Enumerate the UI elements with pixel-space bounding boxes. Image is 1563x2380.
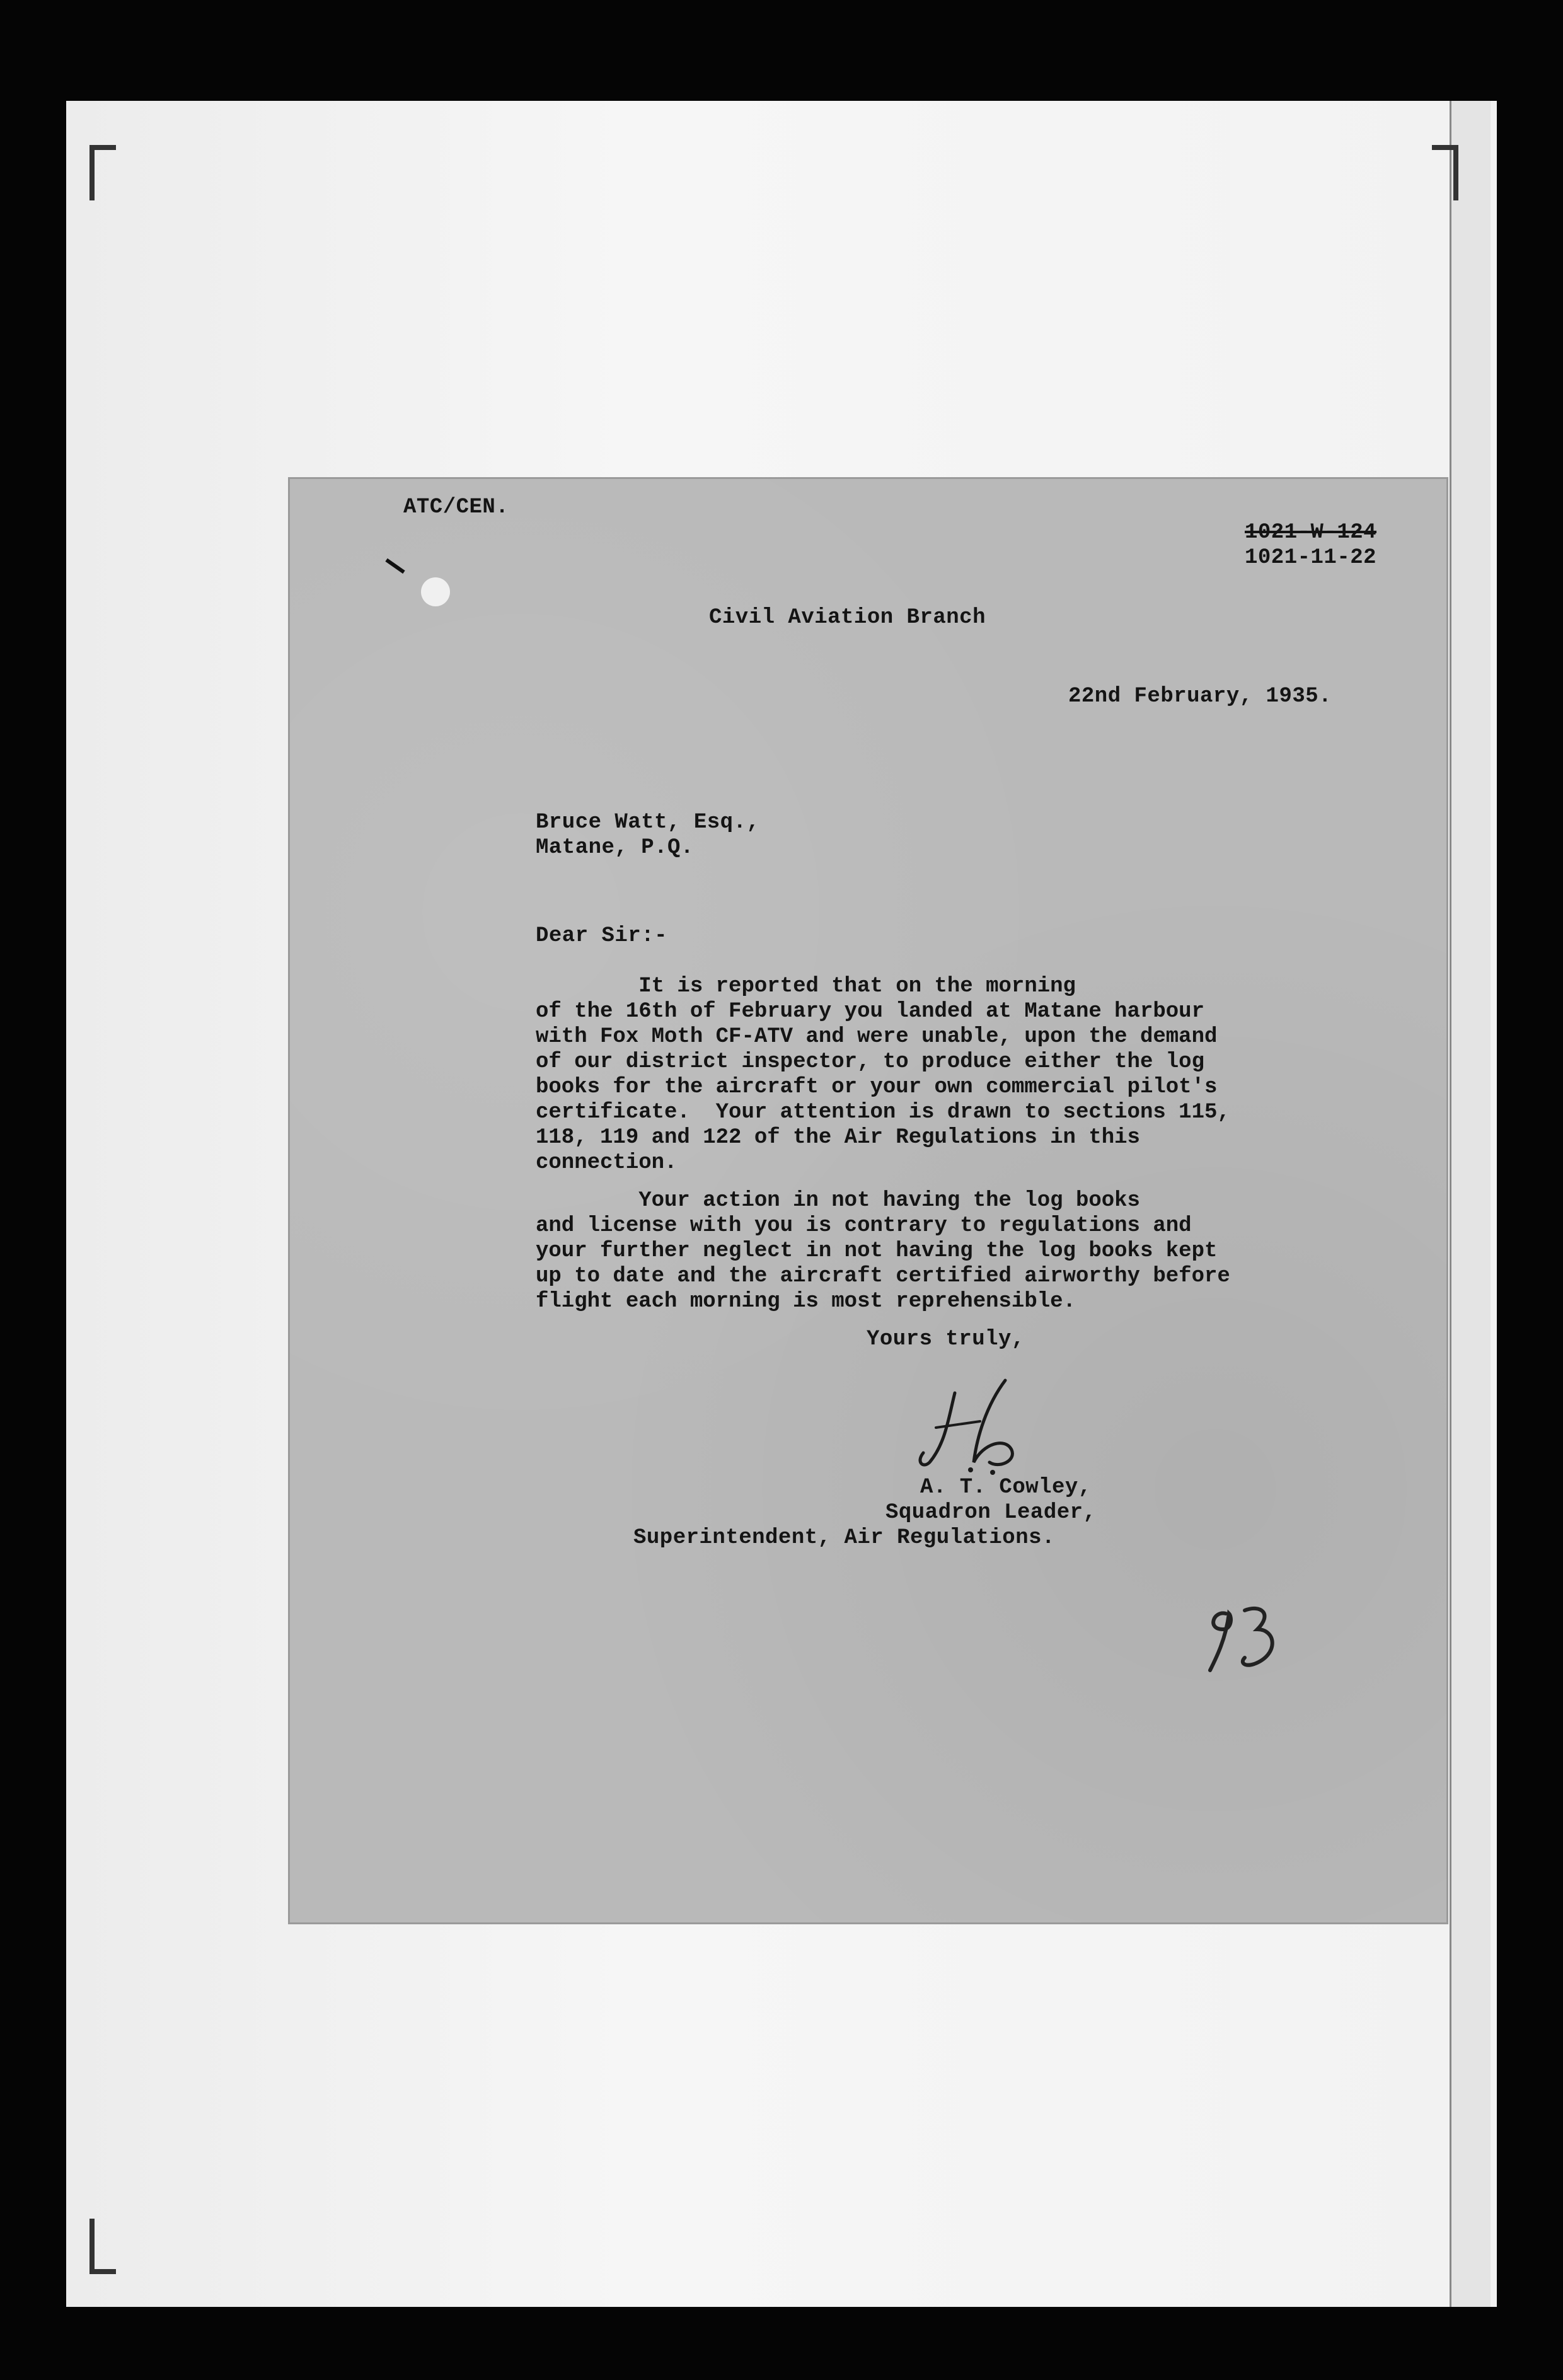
paragraph-2-line: up to date and the aircraft certified airworthy before <box>536 1264 1230 1288</box>
addressee-line-1: Bruce Watt, Esq., <box>536 811 760 835</box>
crop-mark-top-right <box>1432 145 1458 200</box>
paragraph-1-line: of the 16th of February you landed at Matane harbour <box>536 1000 1204 1024</box>
crop-mark-bottom-left <box>89 2219 116 2274</box>
paragraph-1-line: books for the aircraft or your own commercial pilot's <box>536 1075 1218 1099</box>
closing: Yours truly, <box>867 1327 1025 1351</box>
paragraph-1-line: connection. <box>536 1151 678 1175</box>
file-reference-old: 1021-W-124 <box>1245 521 1377 545</box>
file-reference-new: 1021-11-22 <box>1245 546 1377 570</box>
handwritten-page-number <box>1201 1601 1289 1677</box>
paragraph-2-line: and license with you is contrary to regulations and <box>536 1214 1192 1238</box>
paragraph-1-line: It is reported that on the morning <box>536 974 1076 998</box>
crop-mark-top-left <box>89 145 116 200</box>
mount-board-edge <box>1450 101 1491 2307</box>
handwritten-signature <box>911 1374 1056 1475</box>
paragraph-1-line: with Fox Moth CF-ATV and were unable, upon the demand <box>536 1025 1218 1049</box>
paragraph-1-line: certificate. Your attention is drawn to sections 115, <box>536 1100 1230 1124</box>
signer-name: A. T. Cowley, <box>920 1476 1092 1499</box>
paragraph-2-line: your further neglect in not having the log books kept <box>536 1239 1218 1263</box>
letter-sheet <box>290 479 1446 1922</box>
salutation: Dear Sir:- <box>536 924 668 948</box>
letter-date: 22nd February, 1935. <box>1068 685 1332 708</box>
punch-hole <box>421 577 450 606</box>
paragraph-1-line: of our district inspector, to produce either the log <box>536 1050 1204 1074</box>
addressee-line-2: Matane, P.Q. <box>536 836 694 860</box>
organization-heading: Civil Aviation Branch <box>709 606 986 630</box>
pen-tick-mark <box>385 558 405 574</box>
file-reference-left: ATC/CEN. <box>403 495 509 519</box>
paragraph-2-line: flight each morning is most reprehensible. <box>536 1290 1076 1314</box>
paragraph-2-line: Your action in not having the log books <box>536 1189 1140 1213</box>
signer-rank: Squadron Leader, <box>885 1501 1097 1525</box>
paragraph-1-line: 118, 119 and 122 of the Air Regulations in this <box>536 1126 1140 1150</box>
signer-title: Superintendent, Air Regulations. <box>633 1526 1055 1550</box>
